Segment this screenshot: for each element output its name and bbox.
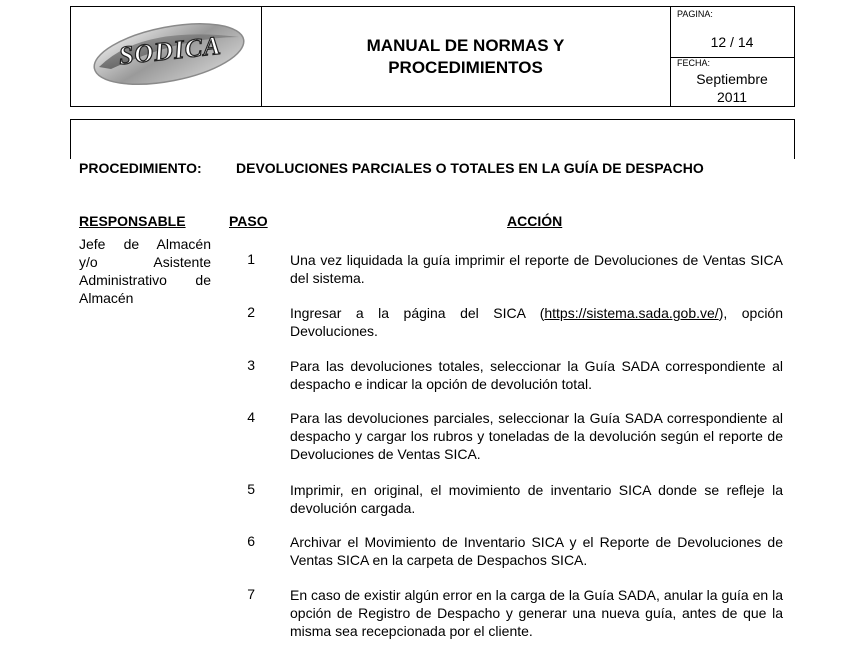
- step-number: 5: [247, 481, 255, 497]
- page-number: 12 / 14: [710, 34, 754, 50]
- meta-cell: [670, 7, 794, 106]
- logo-cell: [71, 7, 262, 106]
- responsable-line: Administrativo de: [79, 272, 211, 288]
- procedure-label: PROCEDIMIENTO:: [79, 160, 202, 176]
- step-number: 1: [247, 251, 255, 267]
- step-text: Una vez liquidada la guía imprimir el reporte de Devoluciones de Ventas SICA del sistema.: [290, 252, 783, 286]
- responsable-text: [79, 235, 211, 307]
- document-header: [70, 6, 795, 107]
- responsable-line: Almacén: [79, 290, 134, 306]
- column-responsable: RESPONSABLE: [79, 213, 186, 229]
- column-paso: PASO: [229, 213, 268, 229]
- step-text: Archivar el Movimiento de Inventario SICA y el Reporte de Devoluciones de Ventas SICA en la carpeta de Despachos SICA.: [290, 534, 783, 568]
- title-line-1: MANUAL DE NORMAS Y: [366, 35, 565, 55]
- sica-link[interactable]: https://sistema.sada.gob.ve/: [544, 305, 719, 321]
- step-text: En caso de existir algún error en la carga de la Guía SADA, anular la guía en la opción de Registro de Despacho y generar una nueva guía, antes de que la misma sea recepcionada por el cliente.: [290, 587, 783, 639]
- column-accion: ACCIÓN: [507, 213, 563, 229]
- page-label: PAGINA:: [677, 9, 713, 19]
- step-text-part: ), opción Devoluciones.: [290, 305, 783, 339]
- page-box: [670, 7, 794, 58]
- step-text: Imprimir, en original, el movimiento de inventario SICA donde se refleje la devolución cargada.: [290, 482, 783, 516]
- step-number: 4: [247, 409, 255, 425]
- step-text: [290, 304, 783, 340]
- manual-title: [261, 7, 671, 106]
- date-line-2: 2011: [716, 89, 748, 105]
- step-number: 6: [247, 533, 255, 549]
- responsable-line: Jefe de Almacén: [79, 236, 211, 252]
- step-number: 3: [247, 357, 255, 373]
- body-frame: [70, 119, 795, 159]
- step-number: 7: [247, 586, 255, 602]
- date-label: FECHA:: [677, 58, 711, 68]
- sodica-logo: [71, 7, 261, 106]
- step-text-part: Ingresar a la página del SICA (: [290, 305, 545, 321]
- step-number: 2: [247, 304, 255, 320]
- logo-text: SODICA: [117, 30, 223, 71]
- title-line-2: PROCEDIMIENTOS: [388, 57, 543, 77]
- responsable-line: y/o Asistente: [79, 254, 211, 270]
- procedure-name: DEVOLUCIONES PARCIALES O TOTALES EN LA GUÍA DE DESPACHO: [236, 160, 704, 176]
- step-text: Para las devoluciones parciales, seleccionar la Guía SADA correspondiente al despacho y cargar los rubros y toneladas de la devolución según el reporte de Devoluciones de Ventas SICA.: [290, 410, 783, 462]
- date-line-1: Septiembre: [696, 71, 768, 87]
- step-text: Para las devoluciones totales, seleccionar la Guía SADA correspondiente al despacho e indicar la opción de devolución total.: [290, 358, 783, 392]
